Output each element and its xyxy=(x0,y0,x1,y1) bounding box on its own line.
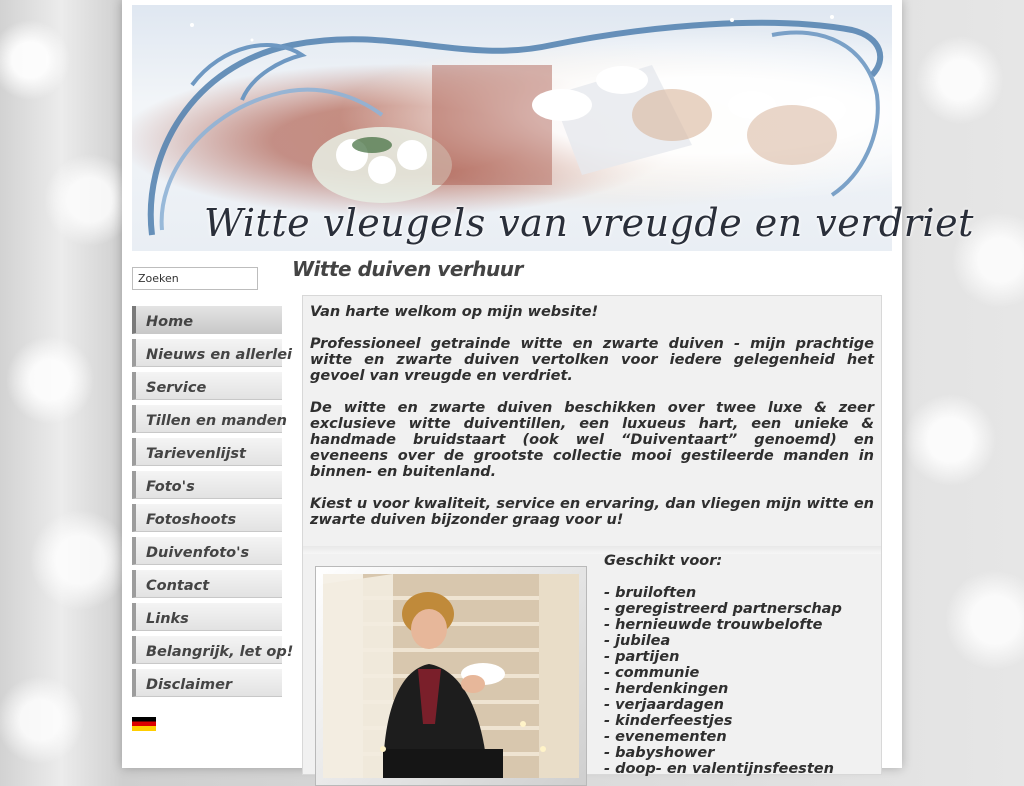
nav-item-home[interactable]: Home xyxy=(132,306,282,334)
nav-item-fotos[interactable]: Foto's xyxy=(132,471,282,499)
nav-item-nieuws[interactable]: Nieuws en allerlei xyxy=(132,339,282,367)
list-item: - hernieuwde trouwbelofte xyxy=(604,617,823,633)
nav-item-duivenfotos[interactable]: Duivenfoto's xyxy=(132,537,282,565)
header-banner xyxy=(132,5,974,251)
german-flag-icon[interactable] xyxy=(132,717,156,731)
suitable-for-list xyxy=(604,553,884,777)
suitable-heading: Geschikt voor: xyxy=(604,553,723,569)
intro-paragraph: Kiest u voor kwaliteit, service en ervaring, dan vliegen mijn witte en zwarte duiven bijzonder graag voor u! xyxy=(310,496,874,528)
list-item: - geregistreerd partnerschap xyxy=(604,601,842,617)
page-title: Witte duiven verhuur xyxy=(292,257,523,281)
owner-photo-frame xyxy=(315,566,587,786)
banner-title: Witte vleugels van vreugde en verdriet xyxy=(204,201,974,245)
nav-item-links[interactable]: Links xyxy=(132,603,282,631)
nav-item-disclaimer[interactable]: Disclaimer xyxy=(132,669,282,697)
list-item: - jubilea xyxy=(604,633,671,649)
list-item: - partijen xyxy=(604,649,680,665)
owner-photo xyxy=(323,574,579,778)
list-item: - herdenkingen xyxy=(604,681,729,697)
list-item: - babyshower xyxy=(604,745,715,761)
main-content xyxy=(302,295,882,775)
list-item: - kinderfeestjes xyxy=(604,713,733,729)
nav-item-tarievenlijst[interactable]: Tarievenlijst xyxy=(132,438,282,466)
intro-text xyxy=(303,296,881,528)
owner-photo-image xyxy=(323,574,579,778)
list-item: - doop- en valentijnsfeesten xyxy=(604,761,834,777)
intro-paragraph: Professioneel getrainde witte en zwarte duiven - mijn prachtige witte en zwarte duiven vertolken voor iedere gelegenheid het gevoel van vreugde en verdriet. xyxy=(310,336,874,384)
main-navigation xyxy=(132,306,294,702)
list-item: - bruiloften xyxy=(604,585,697,601)
nav-item-tillen[interactable]: Tillen en manden xyxy=(132,405,282,433)
nav-item-service[interactable]: Service xyxy=(132,372,282,400)
occasions-list xyxy=(604,585,884,777)
list-item: - evenementen xyxy=(604,729,727,745)
nav-item-belangrijk[interactable]: Belangrijk, let op! xyxy=(132,636,282,664)
list-item: - verjaardagen xyxy=(604,697,724,713)
intro-paragraph: De witte en zwarte duiven beschikken over twee luxe & zeer exclusieve witte duiventillen, een luxueus hart, een unieke & handmade bruidstaart (ook wel “Duiventaart” genoemd) en eveneens over de grootste collectie mooi gestileerde manden in binnen- en buitenland. xyxy=(310,400,874,480)
welcome-text: Van harte welkom op mijn website! xyxy=(310,304,599,320)
nav-item-contact[interactable]: Contact xyxy=(132,570,282,598)
list-item: - communie xyxy=(604,665,700,681)
page-container xyxy=(122,0,974,777)
search-input[interactable]: Zoeken xyxy=(132,267,258,290)
nav-item-fotoshoots[interactable]: Fotoshoots xyxy=(132,504,282,532)
